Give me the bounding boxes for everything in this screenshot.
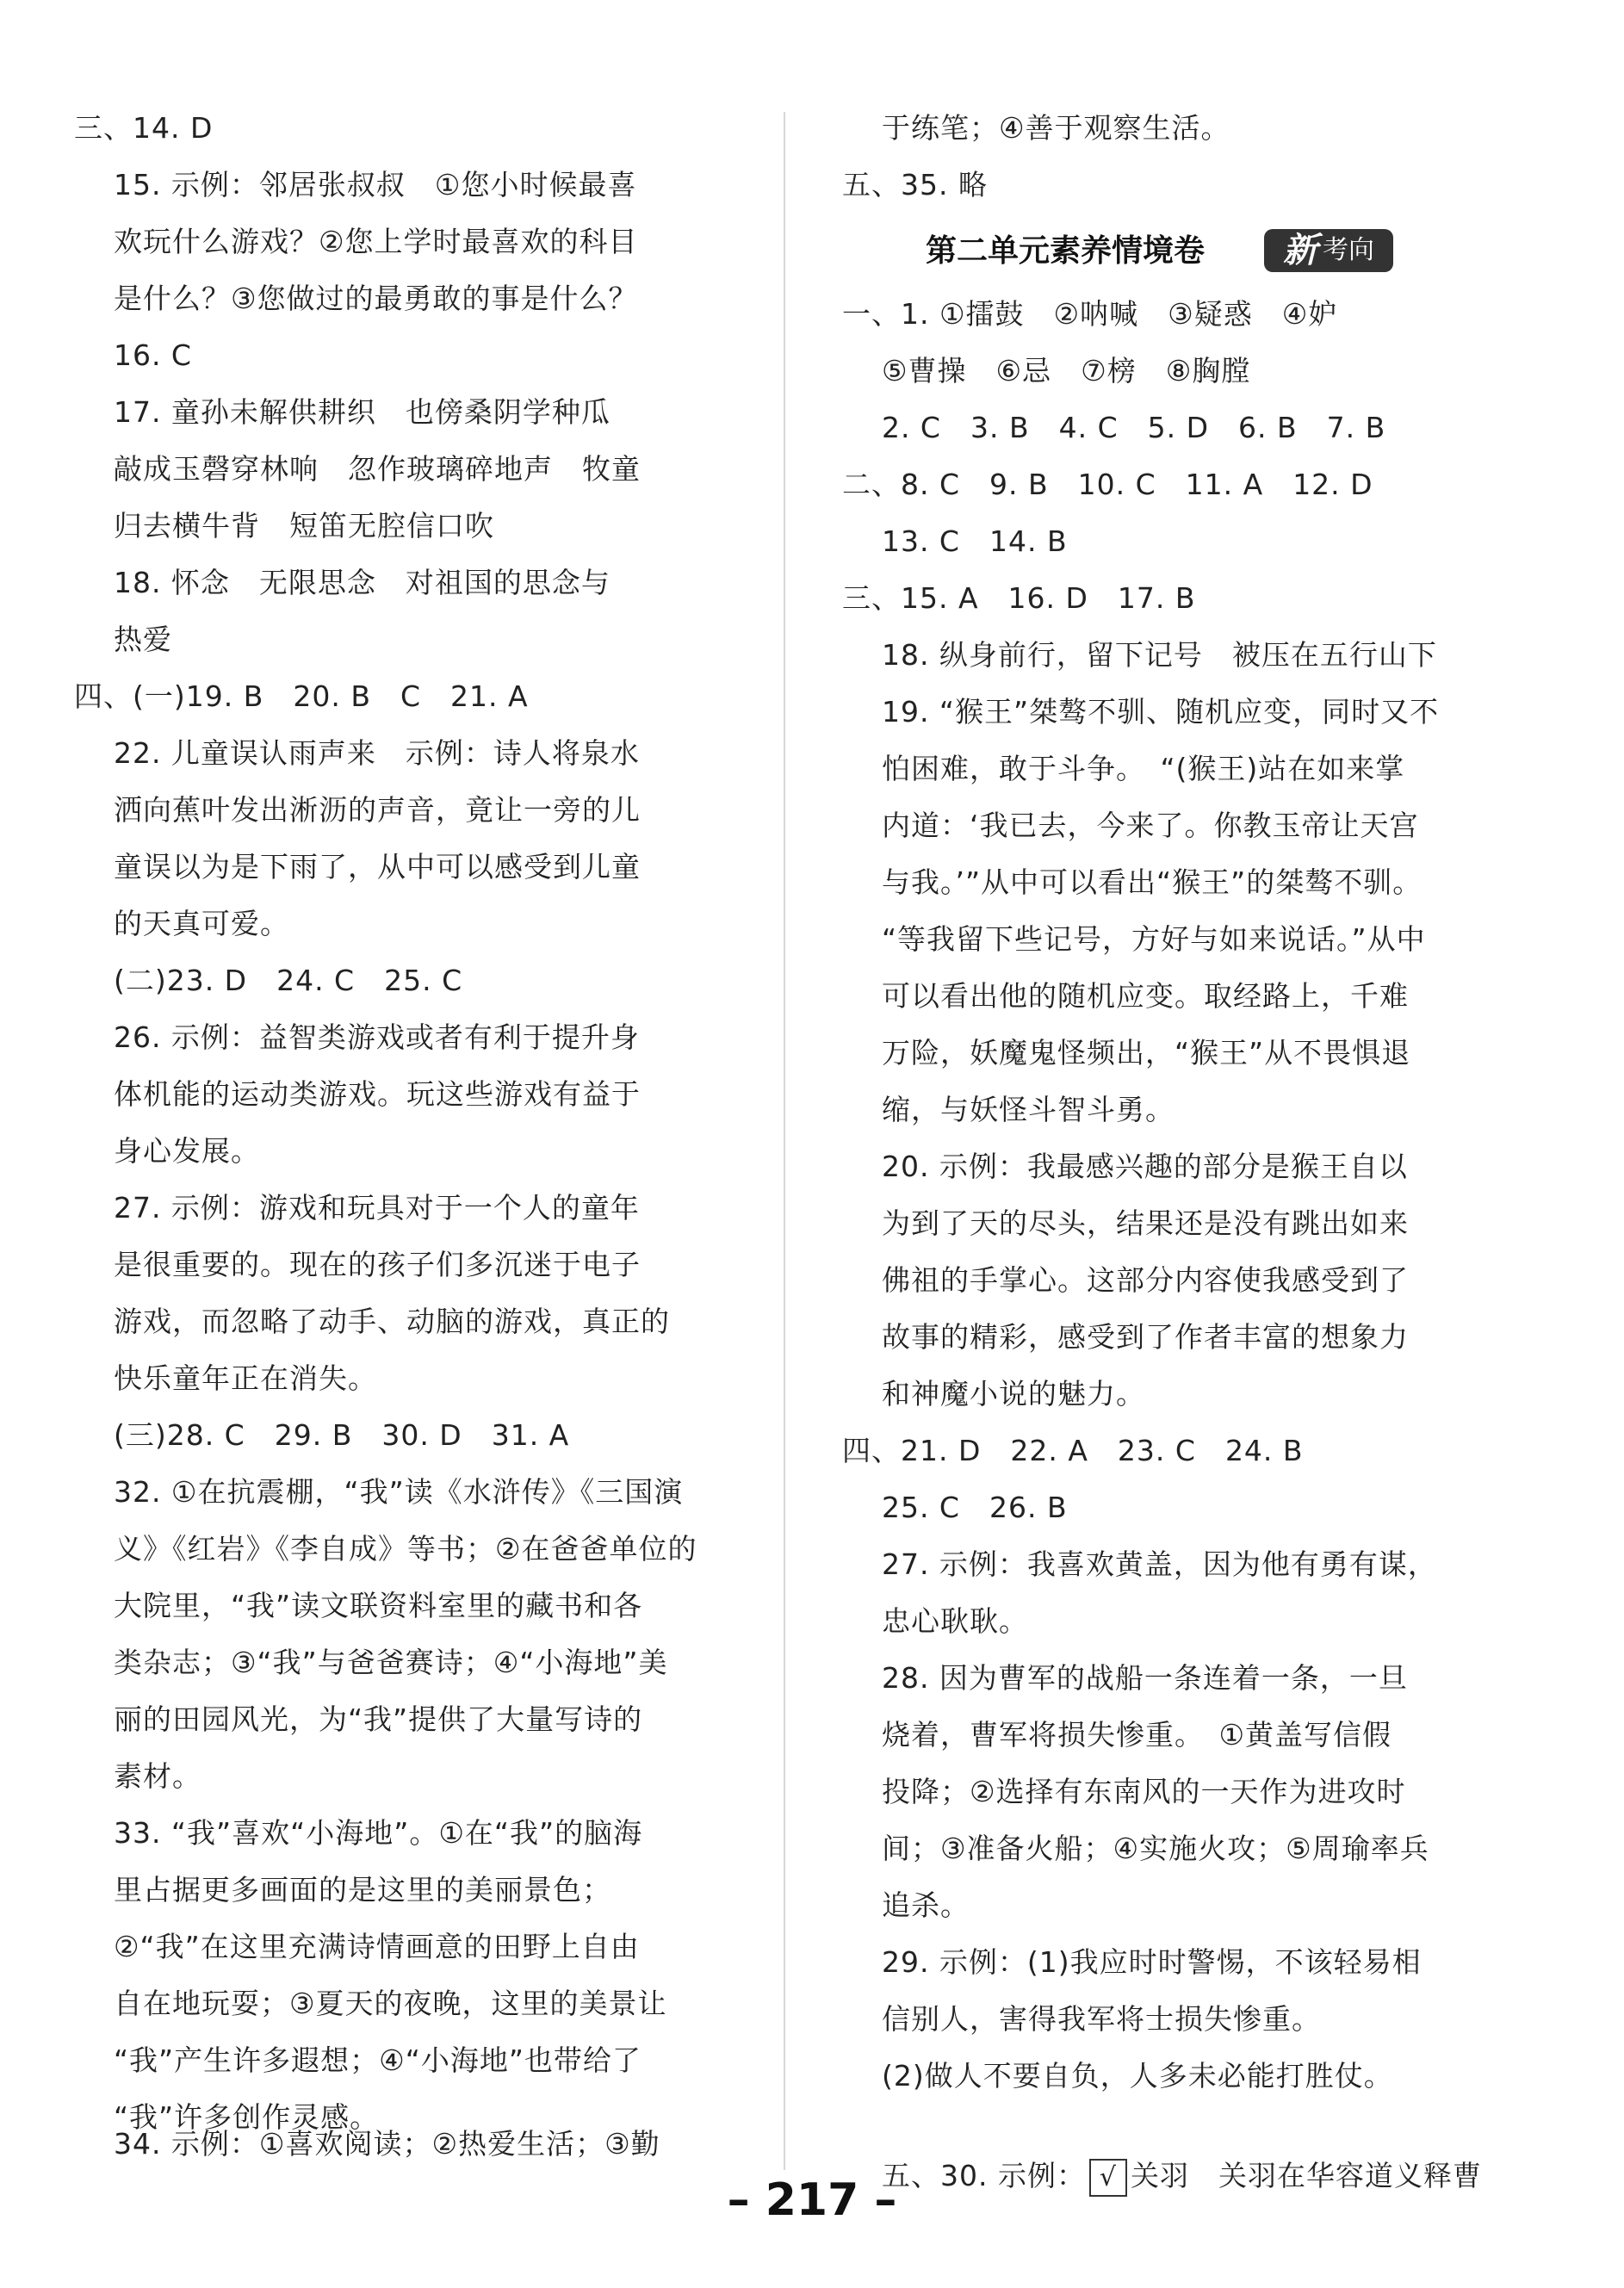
- right-line-9: 内道：‘我已去，今来了。你教玉帝让天宫: [842, 809, 1419, 842]
- left-line-8: 18. 怀念 无限思念 对祖国的思念与: [74, 566, 611, 599]
- page-number: – 217 –: [727, 2174, 897, 2226]
- right-line-3: 二、8. C 9. B 10. C 11. A 12. D: [842, 468, 1373, 501]
- left-line-1: 15. 示例：邻居张叔叔 ①您小时候最喜: [74, 168, 637, 202]
- right-top-line-1: 五、35. 略: [842, 168, 988, 202]
- left-line-29: 素材。: [74, 1759, 201, 1793]
- left-line-17: 体机能的运动类游戏。玩这些游戏有益于: [74, 1077, 641, 1111]
- q30-prefix: 五、30. 示例：: [881, 2159, 1086, 2192]
- left-line-6: 敲成玉磬穿林响 忽作玻璃碎地声 牧童: [74, 452, 641, 486]
- badge-xin: 新: [1283, 231, 1317, 270]
- right-line-22: 27. 示例：我喜欢黄盖，因为他有勇有谋，: [842, 1547, 1437, 1581]
- right-line-16: 为到了天的尽头，结果还是没有跳出如来: [842, 1206, 1409, 1240]
- right-line-31: (2)做人不要自负，人多未必能打胜仗。: [842, 2059, 1393, 2093]
- q30-answer: 关羽 关羽在华容道义释曹: [1130, 2159, 1482, 2192]
- right-line-24: 28. 因为曹军的战船一条连着一条，一旦: [842, 1661, 1408, 1695]
- right-line-14: 缩，与妖怪斗智斗勇。: [842, 1093, 1175, 1126]
- left-line-0: 三、14. D: [74, 111, 214, 145]
- right-line-15: 20. 示例：我最感兴趣的部分是猴王自以: [842, 1150, 1408, 1183]
- left-line-11: 22. 儿童误认雨声来 示例：诗人将泉水: [74, 736, 640, 770]
- left-line-32: ②“我”在这里充满诗情画意的田野上自由: [74, 1930, 640, 1963]
- right-line-20: 四、21. D 22. A 23. C 24. B: [842, 1434, 1304, 1467]
- right-line-23: 忠心耿耿。: [842, 1604, 1028, 1638]
- right-line-25: 烧着，曹军将损失惨重。 ①黄盖写信假: [842, 1718, 1392, 1752]
- left-line-4: 16. C: [74, 338, 192, 372]
- right-line-26: 投降；②选择有东南风的一天作为进攻时: [842, 1775, 1406, 1808]
- right-line-2: 2. C 3. B 4. C 5. D 6. B 7. B: [842, 411, 1386, 444]
- right-line-0: 一、1. ①擂鼓 ②呐喊 ③疑惑 ④妒: [842, 297, 1338, 331]
- left-line-5: 17. 童孙未解供耕织 也傍桑阴学种瓜: [74, 395, 611, 429]
- right-line-29: 29. 示例：(1)我应时时警惕，不该轻易相: [842, 1945, 1422, 1979]
- left-line-9: 热爱: [74, 623, 172, 656]
- right-line-12: 可以看出他的随机应变。取经路上，千难: [842, 979, 1409, 1013]
- right-line-28: 追杀。: [842, 1888, 970, 1922]
- left-line-35: “我”许多创作灵感。: [74, 2100, 380, 2134]
- right-line-10: 与我。’”从中可以看出“猴王”的桀骜不驯。: [842, 865, 1423, 899]
- left-line-12: 洒向蕉叶发出淅沥的声音，竟让一旁的儿: [74, 793, 641, 827]
- right-line-19: 和神魔小说的魅力。: [842, 1377, 1145, 1411]
- new-exam-badge: [1264, 229, 1393, 272]
- left-line-31: 里占据更多画面的是这里的美丽景色；: [74, 1873, 611, 1907]
- right-line-17: 佛祖的手掌心。这部分内容使我感受到了: [842, 1263, 1409, 1297]
- right-line-7: 19. “猴王”桀骜不驯、随机应变，同时又不: [842, 695, 1440, 729]
- left-line-10: 四、(一)19. B 20. B C 21. A: [74, 679, 529, 713]
- right-line-21: 25. C 26. B: [842, 1491, 1068, 1524]
- left-line-30: 33. “我”喜欢“小海地”。①在“我”的脑海: [74, 1816, 643, 1850]
- right-top-line-0: 于练笔；④善于观察生活。: [842, 111, 1230, 145]
- right-line-30: 信别人，害得我军将士损失惨重。: [842, 2002, 1321, 2036]
- left-line-3: 是什么？③您做过的最勇敢的事是什么？: [74, 282, 638, 315]
- left-line-33: 自在地玩耍；③夏天的夜晚，这里的美景让: [74, 1987, 667, 2020]
- left-line-18: 身心发展。: [74, 1134, 260, 1168]
- checkmark-box: √: [1089, 2159, 1127, 2197]
- section-title: 第二单元素养情境卷: [926, 233, 1206, 269]
- left-line-26: 大院里，“我”读文联资料室里的藏书和各: [74, 1589, 643, 1622]
- left-line-27: 类杂志；③“我”与爸爸赛诗；④“小海地”美: [74, 1646, 668, 1679]
- right-line-11: “等我留下些记号，方好与如来说话。”从中: [842, 922, 1426, 956]
- left-line-34: “我”产生许多遐想；④“小海地”也带给了: [74, 2043, 642, 2077]
- left-line-23: (三)28. C 29. B 30. D 31. A: [74, 1418, 570, 1452]
- badge-text: 考向: [1323, 235, 1374, 265]
- right-last-line: [842, 2111, 1482, 2192]
- left-line-14: 的天真可爱。: [74, 907, 289, 940]
- left-line-2: 欢玩什么游戏？②您上学时最喜欢的科目: [74, 225, 638, 258]
- left-line-21: 游戏，而忽略了动手、动脑的游戏，真正的: [74, 1305, 670, 1338]
- left-line-36: 34. 示例：①喜欢阅读；②热爱生活；③勤: [74, 2127, 660, 2161]
- left-line-20: 是很重要的。现在的孩子们多沉迷于电子: [74, 1248, 641, 1281]
- column-divider: [784, 112, 785, 2170]
- left-line-13: 童误以为是下雨了，从中可以感受到儿童: [74, 850, 641, 884]
- right-line-27: 间；③准备火船；④实施火攻；⑤周瑜率兵: [842, 1832, 1429, 1865]
- left-line-16: 26. 示例：益智类游戏或者有利于提升身: [74, 1020, 640, 1054]
- left-line-28: 丽的田园风光，为“我”提供了大量写诗的: [74, 1702, 643, 1736]
- right-line-5: 三、15. A 16. D 17. B: [842, 581, 1196, 615]
- left-line-25: 义》《红岩》《李自成》等书；②在爸爸单位的: [74, 1532, 697, 1566]
- right-line-18: 故事的精彩，感受到了作者丰富的想象力: [842, 1320, 1409, 1354]
- left-line-15: (二)23. D 24. C 25. C: [74, 964, 463, 997]
- right-line-4: 13. C 14. B: [842, 524, 1068, 558]
- left-line-24: 32. ①在抗震棚，“我”读《水浒传》《三国演: [74, 1475, 684, 1509]
- right-line-1: ⑤曹操 ⑥忌 ⑦榜 ⑧胸膛: [842, 354, 1251, 388]
- left-line-22: 快乐童年正在消失。: [74, 1361, 377, 1395]
- left-line-19: 27. 示例：游戏和玩具对于一个人的童年: [74, 1191, 640, 1225]
- right-line-8: 怕困难，敢于斗争。 “(猴王)站在如来掌: [842, 752, 1405, 785]
- right-line-6: 18. 纵身前行，留下记号 被压在五行山下: [842, 638, 1437, 672]
- right-line-13: 万险，妖魔鬼怪频出，“猴王”从不畏惧退: [842, 1036, 1411, 1070]
- left-line-7: 归去横牛背 短笛无腔信口吹: [74, 509, 494, 543]
